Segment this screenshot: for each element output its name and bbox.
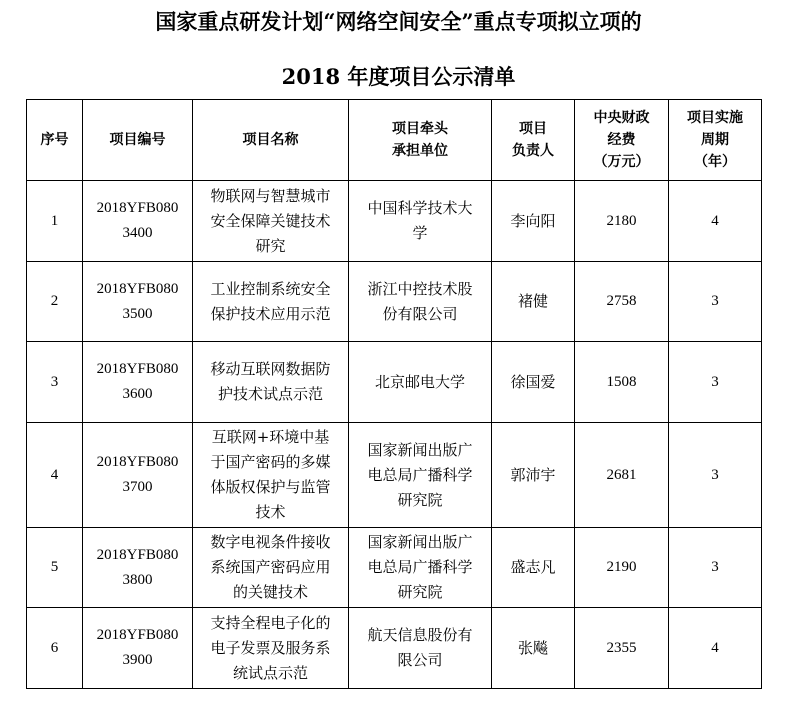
cell-name: 互联网+环境中基于国产密码的多媒体版权保护与监管技术 — [193, 423, 349, 528]
cell-name: 数字电视条件接收系统国产密码应用的关键技术 — [193, 528, 349, 608]
table-row — [27, 342, 762, 423]
cell-seq: 3 — [27, 342, 83, 423]
header-unit: 项目牵头 承担单位 — [349, 100, 492, 181]
table-row — [27, 423, 762, 528]
cell-fund: 2681 — [575, 423, 669, 528]
cell-unit: 航天信息股份有限公司 — [349, 608, 492, 689]
cell-name: 工业控制系统安全保护技术应用示范 — [193, 262, 349, 342]
cell-name: 移动互联网数据防护技术试点示范 — [193, 342, 349, 423]
table-row — [27, 181, 762, 262]
cell-fund: 2180 — [575, 181, 669, 262]
header-person: 项目 负责人 — [492, 100, 575, 181]
table-row — [27, 528, 762, 608]
cell-unit: 中国科学技术大学 — [349, 181, 492, 262]
cell-period: 3 — [669, 262, 762, 342]
header-period: 项目实施 周期 （年） — [669, 100, 762, 181]
cell-fund: 2190 — [575, 528, 669, 608]
cell-period: 4 — [669, 608, 762, 689]
cell-unit: 北京邮电大学 — [349, 342, 492, 423]
cell-unit: 国家新闻出版广电总局广播科学研究院 — [349, 423, 492, 528]
cell-person: 盛志凡 — [492, 528, 575, 608]
cell-unit: 国家新闻出版广电总局广播科学研究院 — [349, 528, 492, 608]
table-row — [27, 262, 762, 342]
header-name: 项目名称 — [193, 100, 349, 181]
cell-code: 2018YFB0803500 — [83, 262, 193, 342]
cell-person: 李向阳 — [492, 181, 575, 262]
cell-period: 3 — [669, 528, 762, 608]
cell-name: 物联网与智慧城市安全保障关键技术研究 — [193, 181, 349, 262]
cell-fund: 2355 — [575, 608, 669, 689]
cell-seq: 4 — [27, 423, 83, 528]
document-title-line1: 国家重点研发计划“网络空间安全”重点专项拟立项的 — [155, 9, 642, 34]
header-code: 项目编号 — [83, 100, 193, 181]
cell-seq: 2 — [27, 262, 83, 342]
table-row — [27, 608, 762, 689]
document-title-line2: 2018 年度项目公示清单 — [281, 64, 516, 89]
cell-code: 2018YFB0803900 — [83, 608, 193, 689]
cell-period: 3 — [669, 423, 762, 528]
cell-period: 4 — [669, 181, 762, 262]
cell-person: 褚健 — [492, 262, 575, 342]
header-seq: 序号 — [27, 100, 83, 181]
cell-code: 2018YFB0803800 — [83, 528, 193, 608]
cell-seq: 1 — [27, 181, 83, 262]
project-list-table — [26, 99, 762, 689]
cell-name: 支持全程电子化的电子发票及服务系统试点示范 — [193, 608, 349, 689]
cell-person: 徐国爱 — [492, 342, 575, 423]
cell-person: 张飚 — [492, 608, 575, 689]
table-header-row — [27, 100, 762, 181]
cell-fund: 2758 — [575, 262, 669, 342]
cell-seq: 5 — [27, 528, 83, 608]
cell-person: 郭沛宇 — [492, 423, 575, 528]
cell-unit: 浙江中控技术股份有限公司 — [349, 262, 492, 342]
cell-code: 2018YFB0803600 — [83, 342, 193, 423]
cell-seq: 6 — [27, 608, 83, 689]
cell-period: 3 — [669, 342, 762, 423]
cell-code: 2018YFB0803400 — [83, 181, 193, 262]
header-fund: 中央财政 经费 （万元） — [575, 100, 669, 181]
cell-code: 2018YFB0803700 — [83, 423, 193, 528]
cell-fund: 1508 — [575, 342, 669, 423]
